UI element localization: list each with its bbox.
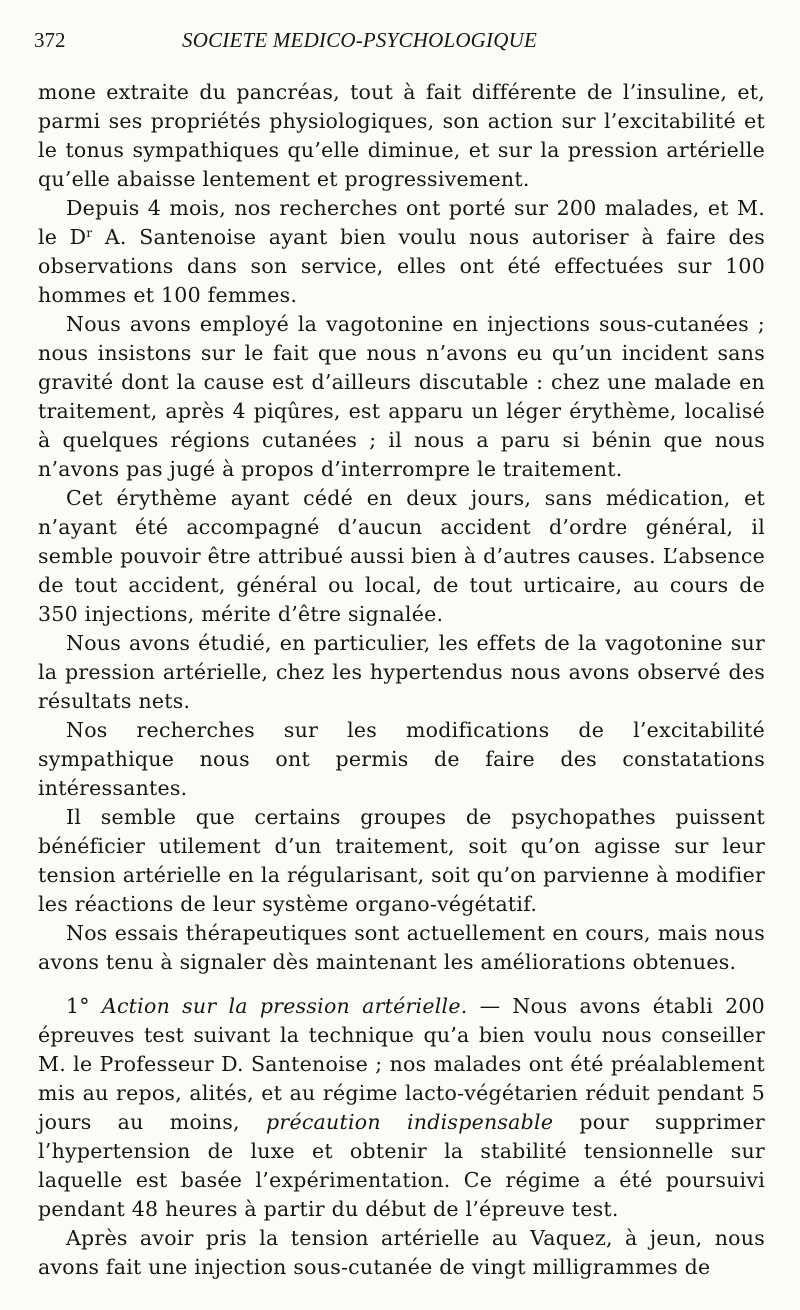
running-head (34, 28, 766, 58)
doctor-superscript: r (86, 226, 93, 240)
paragraph-research-scope-part2: A. Santenoise ayant bien voulu nous autoriser à faire des observations dans son service, elles ont été effectuées sur 100 hommes et 100 femmes. (38, 225, 765, 307)
page-number: 372 (34, 28, 66, 52)
paragraph-continuation: mone extraite du pancréas, tout à fait différente de l’insuline, et, parmi ses propriétés physiologiques, son action sur l’excitabilité et le tonus sympathiques qu’elle diminue, et sur la pression artérielle qu’elle abaisse lentement et progressivement. (38, 80, 765, 191)
paragraph-sympathetic-excitability: Nos recherches sur les modifications de l’excitabilité sympathique nous ont permis de faire des constatations intéressantes. (38, 718, 765, 800)
paragraph-final-continuation: Après avoir pris la tension artérielle au Vaquez, à jeun, nous avons fait une injection sous-cutanée de vingt milligrammes de (38, 1226, 765, 1279)
paragraph-erythema: Cet érythème ayant cédé en deux jours, sans médication, et n’ayant été accompagné d’aucun accident d’ordre général, il semble pouvoir être attribué aussi bien à d’autres causes. L’absence de tout accident, général ou local, de tout urticaire, au cours de 350 injections, mérite d’être signalée. (38, 486, 765, 626)
paragraph-psychopath-groups: Il semble que certains groupes de psychopathes puissent bénéficier utilement d’un traitement, soit qu’on agisse sur leur tension artérielle en la régularisant, soit qu’on parvienne à modifier les réactions de leur système organo-végétatif. (38, 805, 765, 916)
section-heading: Action sur la pression artérielle. (101, 994, 468, 1018)
section-number: 1° (66, 994, 90, 1018)
paragraph-injections: Nous avons employé la vagotonine en injections sous-cutanées ; nous insistons sur le fait que nous n’avons eu qu’un incident sans gravité dont la cause est d’ailleurs discutable : chez une malade en traitement, après 4 piqûres, est apparu un léger érythème, localisé à quelques régions cutanées ; il nous a paru si bénin que nous n’avons pas jugé à propos d’interrompre le traitement. (38, 312, 765, 481)
section-dash: — (467, 994, 513, 1018)
section-arterial-pressure (38, 992, 765, 1224)
paragraph-pressure-effects: Nous avons étudié, en particulier, les effets de la vagotonine sur la pression artérielle, chez les hypertendus nous avons observé des résultats nets. (38, 631, 765, 713)
section-text-a: Nous avons établi 200 épreuves test suivant la technique qu’a bien voulu nous conseiller M. le Professeur D. Santenoise ; nos malades ont été préalablement mis au repos, alités, et au régime lacto-végétarien réduit pendant 5 jours au moins, (38, 994, 765, 1134)
running-title: SOCIETE MEDICO-PSYCHOLOGIQUE (182, 28, 538, 52)
paragraph-research-scope-part1: Depuis 4 mois, nos recherches ont porté sur 200 malades, et M. le D (38, 196, 765, 249)
article-body (38, 78, 765, 1282)
paragraph-therapeutic-trials: Nos essais thérapeutiques sont actuellement en cours, mais nous avons tenu à signaler dès maintenant les améliorations obtenues. (38, 921, 765, 974)
section-text-b: pour supprimer l’hypertension de luxe et obtenir la stabilité tensionnelle sur laquelle est basée l’expérimentation. Ce régime a été poursuivi pendant 48 heures à partir du début de l’épreuve test. (38, 1110, 765, 1221)
section-emphasis: précaution indispensable (266, 1110, 554, 1134)
paragraph-research-scope (38, 194, 765, 310)
section-spacer (38, 977, 765, 992)
